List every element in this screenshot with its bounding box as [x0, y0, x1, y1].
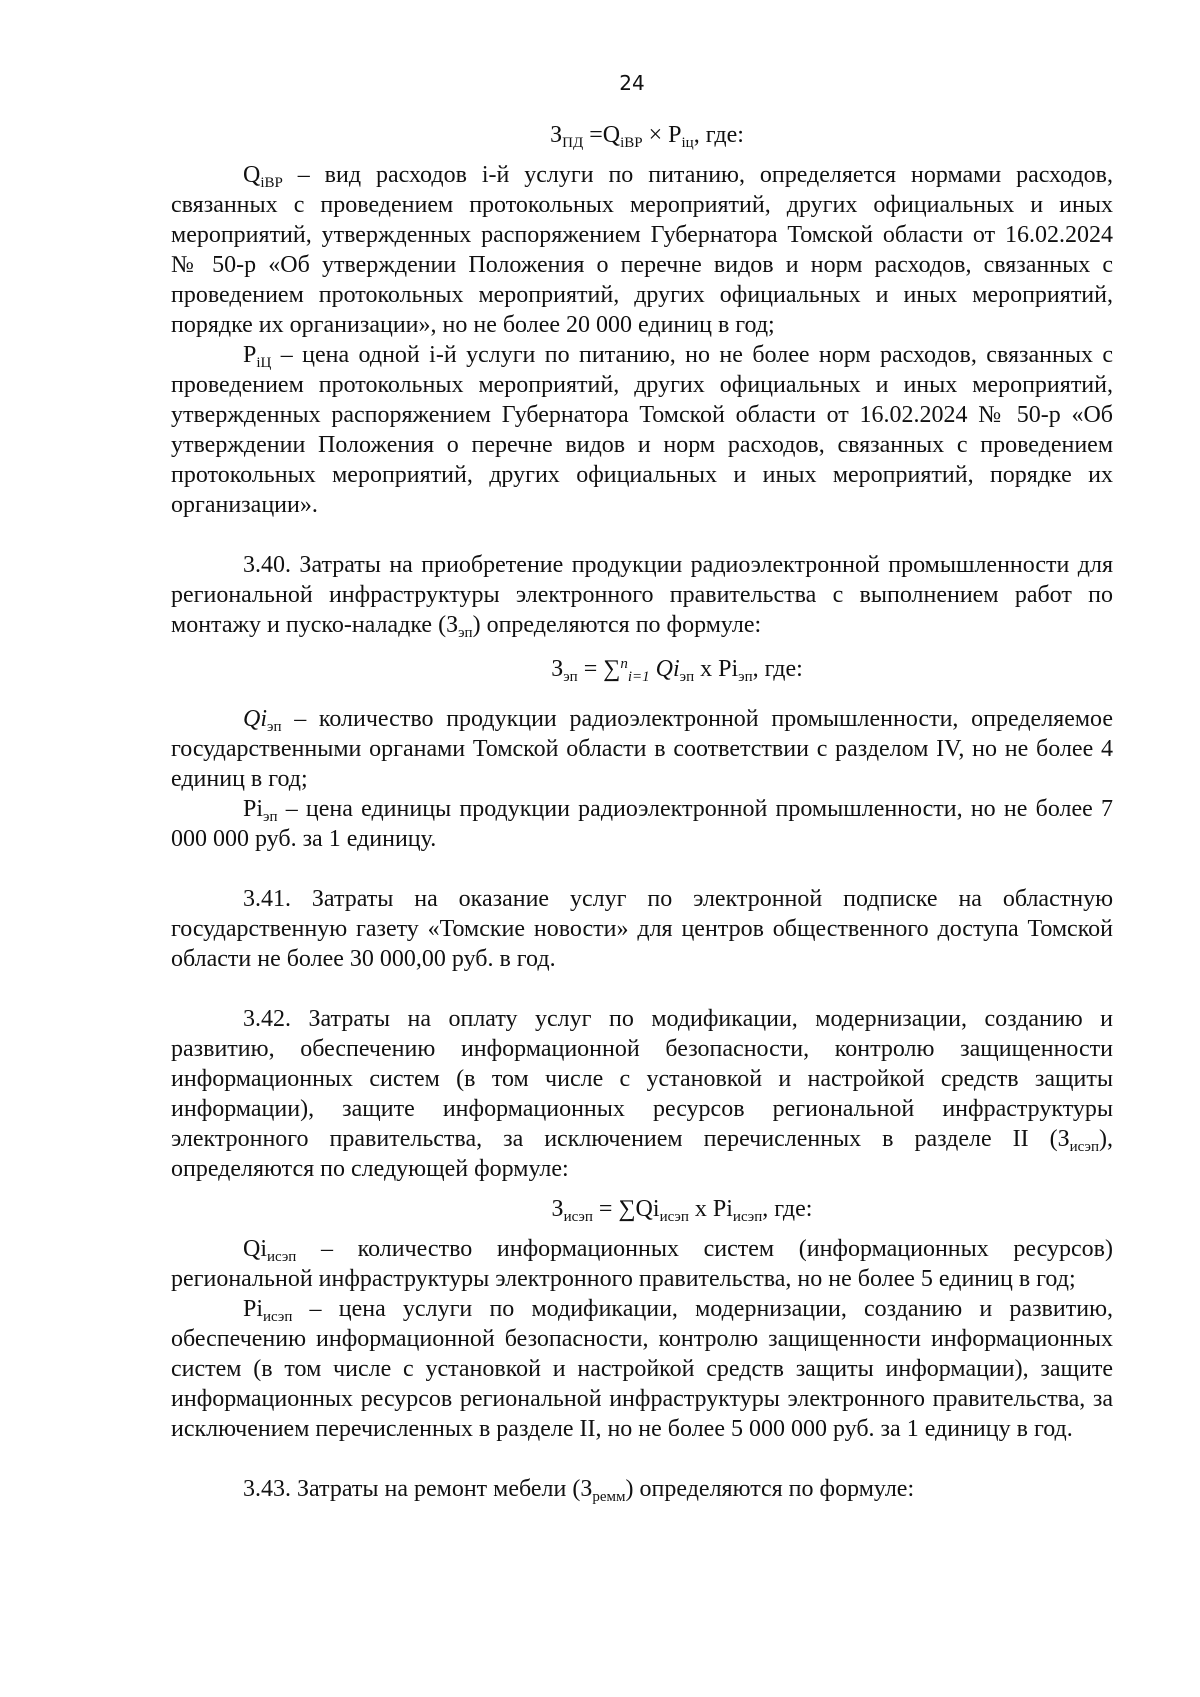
definition-p-ic: $P_{iЦ}$ – цена одной i-й услуги по питанию, но не более норм расходов, связанных с проведением протокольных мероприятий, других официальных и иных мероприятий, утвержденных распоряжением Губернатора Томской области от 16.02.2024 № 50-р «Об утверждении Положения о перечне видов и норм расходов, связанных с проведением протокольных мероприятий, других официальных и иных мероприятий, порядке их организации». [171, 342, 1113, 518]
section-3-43: 3.43. Затраты на ремонт мебели $(З_{ремм})$ определяются по формуле: [243, 1476, 915, 1505]
spacer [171, 974, 1113, 1004]
spacer [171, 1444, 1113, 1474]
definition-qi-isep: $Qi_{исэп}$ – количество информационных систем (информационных ресурсов) региональной инфраструктуры электронного правительства, но не более 5 единиц в год; [171, 1236, 1113, 1292]
formula-zpd: $З_{ПД} =Q_{iВР} \times P_{iц}$, где: [550, 122, 744, 151]
section-3-41: 3.41. Затраты на оказание услуг по электронной подписке на областную государственную газету «Томские новости» для центров общественного доступа Томской области не более 30 000,00 руб. в год. [171, 886, 1113, 972]
definition-qi-ep: $Qi_{эп}$ – количество продукции радиоэлектронной промышленности, определяемое государственными органами Томской области в соответствии с разделом IV, но не более 4 единиц в год; [171, 706, 1113, 792]
definition-q-ivr: $Q_{iВР}$ – вид расходов i-й услуги по питанию, определяется нормами расходов, связанных с проведением протокольных мероприятий, других официальных и иных мероприятий, утвержденных распоряжением Губернатора Томской области от 16.02.2024 № 50-р «Об утверждении Положения о перечне видов и норм расходов, связанных с проведением протокольных мероприятий, других официальных и иных мероприятий, порядке их организации», но не более 20 000 единиц в год; [171, 162, 1113, 338]
page-number: 24 [619, 71, 645, 95]
spacer [171, 520, 1113, 550]
definition-pi-isep: $Pi_{исэп}$ – цена услуги по модификации, модернизации, созданию и развитию, обеспечению информационной безопасности, контролю защищенности информационных систем (в том числе с установкой и настройкой средств защиты информации), защите информационных ресурсов региональной инфраструктуры электронного правительства, за исключением перечисленных в разделе II, но не более 5 000 000 руб. за 1 единицу в год. [171, 1296, 1113, 1442]
section-3-40: 3.40. Затраты на приобретение продукции радиоэлектронной промышленности для региональной инфраструктуры электронного правительства с выполнением работ по монтажу и пуско-наладке $(З_{эп})$ определяются по формуле: [171, 552, 1113, 641]
document-page [171, 68, 1113, 1504]
sum-limits: $^n_{i=1}$ [620, 656, 650, 685]
formula-zisep: $З_{исэп} = \sum Qi_{исэп}$ x $Pi_{исэп}$, где: [551, 1196, 813, 1225]
spacer [171, 854, 1113, 884]
formula-zep: $З_{эп} = \sum^n_{i=1}$ $Qi_{эп}$ x $Pi_{эп}$, где: [551, 656, 803, 685]
section-3-42: 3.42. Затраты на оплату услуг по модификации, модернизации, созданию и развитию, обеспечению информационной безопасности, контролю защищенности информационных систем (в том числе с установкой и настройкой средств защиты информации), защите информационных ресурсов региональной инфраструктуры электронного правительства, за исключением перечисленных в разделе II $(З_{исэп})$, определяются по следующей формуле: [171, 1006, 1113, 1182]
definition-pi-ep: $Pi_{эп}$ – цена единицы продукции радиоэлектронной промышленности, но не более 7 000 000 руб. за 1 единицу. [171, 796, 1113, 852]
